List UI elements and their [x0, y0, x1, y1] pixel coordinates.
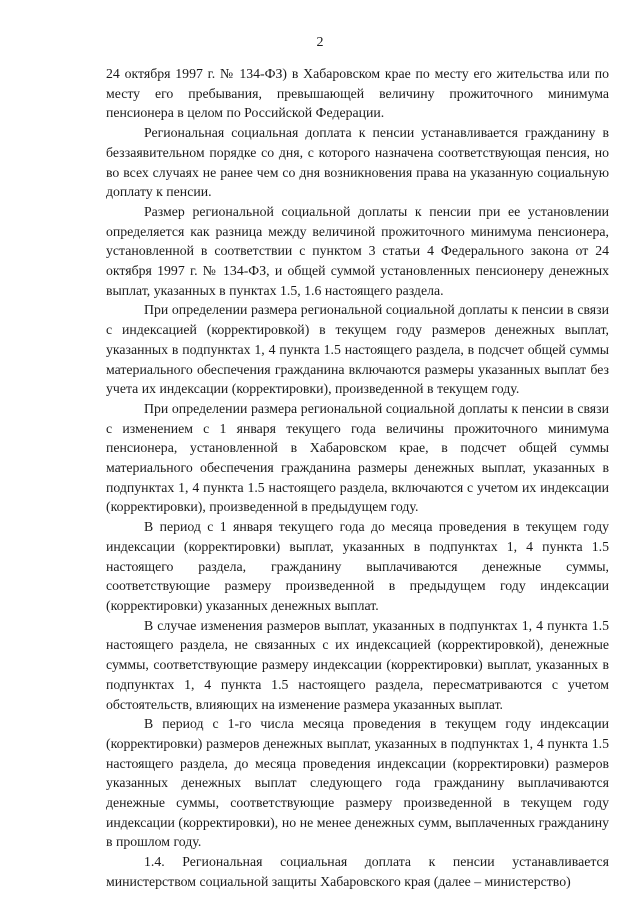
- document-body: [106, 64, 609, 892]
- paragraph: Региональная социальная доплата к пенсии устанавливается гражданину в беззаявительном порядке со дня, с которого назначена соответствующая пенсия, но во всех случаях не ранее чем со дня возникновения права на указанную социальную доплату к пенсии.: [106, 125, 609, 200]
- paragraph: Размер региональной социальной доплаты к пенсии при ее установлении определяется как разница между величиной прожиточного минимума пенсионера, установленной в соответствии с пунктом 3 статьи 4 Федерального закона от 24 октября 1997 г. № 134-ФЗ, и общей суммой установленных пенсионеру денежных выплат, указанных в пунктах 1.5, 1.6 настоящего раздела.: [106, 203, 609, 298]
- paragraph: При определении размера региональной социальной доплаты к пенсии в связи с изменением с 1 января текущего года величины прожиточного минимума пенсионера, установленной в Хабаровском крае, в подсчет общей суммы материального обеспечения гражданина размеры денежных выплат, указанных в подпунктах 1, 4 пункта 1.5 настоящего раздела, включаются с учетом их индексации (корректировки), произведенной в предыдущем году.: [106, 400, 609, 515]
- paragraph: 1.4. Региональная социальная доплата к пенсии устанавливается министерством социальной защиты Хабаровского края (далее – министерство): [106, 854, 609, 889]
- paragraph: В период с 1-го числа месяца проведения в текущем году индексации (корректировки) размеров денежных выплат, указанных в подпунктах 1, 4 пункта 1.5 настоящего раздела, до месяца проведения индексации (корректировки) размеров указанных денежных выплат следующего года гражданину выплачиваются денежные суммы, соответствующие размеру произведенной в текущем году индексации (корректировки), но не менее денежных сумм, выплаченных гражданину в прошлом году.: [106, 716, 609, 850]
- paragraph: При определении размера региональной социальной доплаты к пенсии в связи с индексацией (корректировкой) в текущем году размеров денежных выплат, указанных в подпунктах 1, 4 пункта 1.5 настоящего раздела, в подсчет общей суммы материального обеспечения гражданина включаются размеры указанных выплат без учета их индексации (корректировки), произведенной в текущем году.: [106, 302, 609, 397]
- page-number: 2: [316, 35, 324, 50]
- paragraph: В случае изменения размеров выплат, указанных в подпунктах 1, 4 пункта 1.5 настоящего раздела, не связанных с их индексацией (корректировкой), денежные суммы, соответствующие размеру индексации (корректировки) выплат, указанных в подпунктах 1, 4 пункта 1.5 настоящего раздела, пересматриваются с учетом обстоятельств, влияющих на изменение размера указанных выплат.: [106, 617, 609, 712]
- paragraph: 24 октября 1997 г. № 134-ФЗ) в Хабаровском крае по месту его жительства или по месту его пребывания, превышающей величину прожиточного минимума пенсионера в целом по Российской Федерации.: [106, 66, 609, 121]
- paragraph: В период с 1 января текущего года до месяца проведения в текущем году индексации (корректировки) выплат, указанных в подпунктах 1, 4 пункта 1.5 настоящего раздела, гражданину выплачиваются денежные суммы, соответствующие размеру произведенной в предыдущем году индексации (корректировки) указанных денежных выплат.: [106, 519, 609, 613]
